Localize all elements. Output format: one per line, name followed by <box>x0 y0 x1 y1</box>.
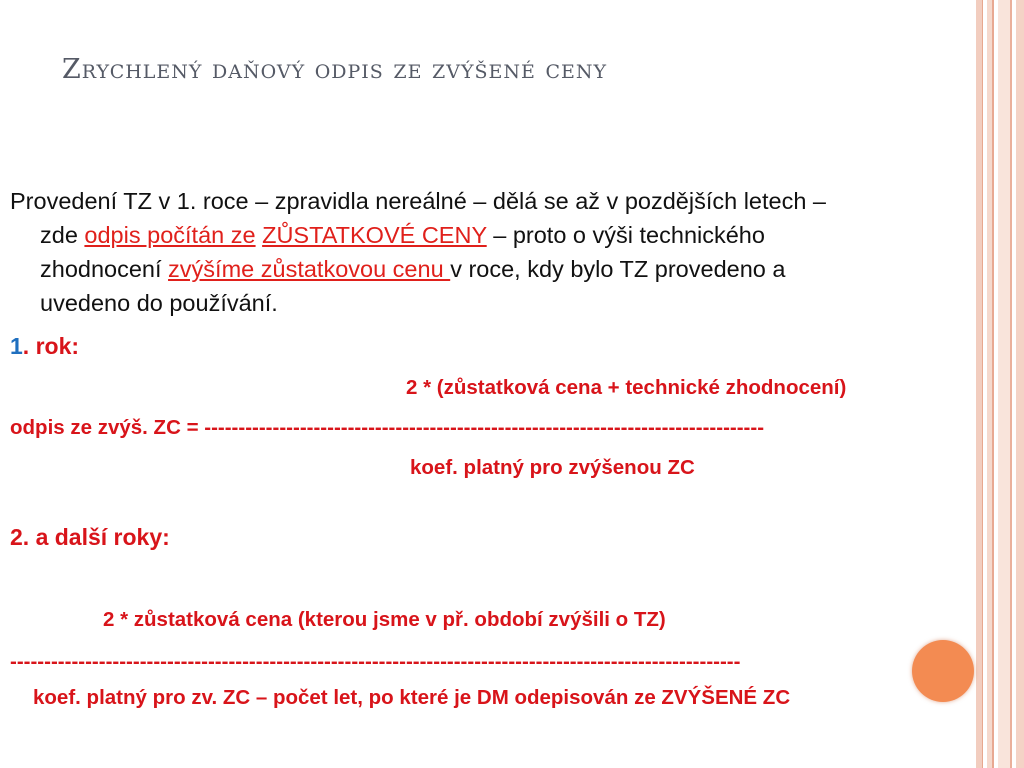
link-odpis-pocitan[interactable]: odpis počítán ze <box>84 222 256 248</box>
year1-label: . rok: <box>22 333 80 359</box>
link-zvysime-zustatkovou[interactable]: zvýšíme zůstatkovou cenu <box>168 256 451 282</box>
intro-paragraph <box>10 184 1010 320</box>
paragraph-line-2: zde odpis počítán ze ZŮSTATKOVÉ CENY – proto o výši technického <box>40 222 765 248</box>
paragraph-line-3: zhodnocení zvýšíme zůstatkovou cenu v roce, kdy bylo TZ provedeno a <box>40 256 786 282</box>
year1-number: 1 <box>10 333 23 359</box>
decorative-orange-circle <box>912 640 974 702</box>
year2-heading: 2. a další roky: <box>10 524 170 550</box>
year1-heading <box>10 333 79 360</box>
formula2-numerator: 2 * zůstatková cena (kterou jsme v př. období zvýšili o TZ) <box>103 608 666 631</box>
formula2-fraction-line: ----------------------------------------------------------------------------------------------------------- <box>10 650 741 673</box>
paragraph-line-1: Provedení TZ v 1. roce – zpravidla nereálné – dělá se až v pozdějších letech – <box>10 188 827 214</box>
link-zustatkove-ceny[interactable]: ZŮSTATKOVÉ CENY <box>262 222 487 248</box>
paragraph-line-4: uvedeno do používání. <box>40 290 278 316</box>
formula2-denominator: koef. platný pro zv. ZC – počet let, po které je DM odepisován ze ZVÝŠENÉ ZC <box>33 686 791 709</box>
formula1-numerator: 2 * (zůstatková cena + technické zhodnocení) <box>406 376 847 399</box>
right-edge-stripes <box>976 0 1024 768</box>
formula1-denominator: koef. platný pro zvýšenou ZC <box>410 456 695 479</box>
formula1-fraction-line: odpis ze zvýš. ZC = ---------------------------------------------------------------------------------- <box>10 416 765 439</box>
slide-title: Zrychlený daňový odpis ze zvýšené ceny <box>62 54 608 85</box>
